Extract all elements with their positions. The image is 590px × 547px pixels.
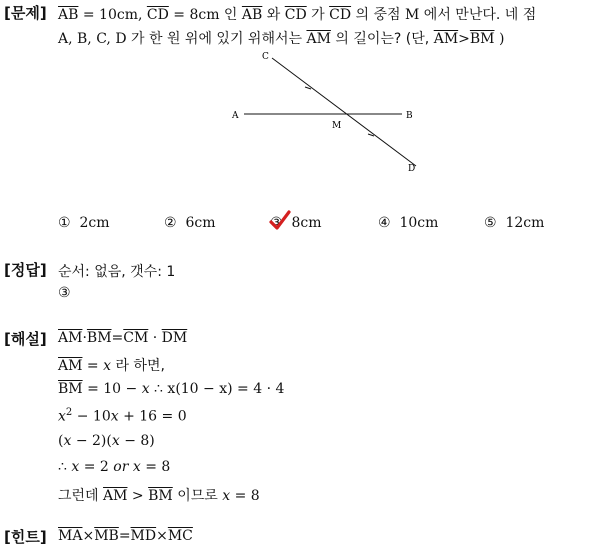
explanation-line-1: $\overline{AM}\cdot\overline{BM}=\overline{CM} \cdot \overline{DM}$ — [58, 330, 188, 346]
hint-line-1: $\overline{MA}\times\overline{MB}=\overline{MD}\times\overline{MC}$ — [58, 528, 193, 544]
answer-line-1: 순서: 없음, 갯수: 1 — [58, 264, 176, 280]
explanation-line-5: (x − 2)(x − 8) — [58, 433, 155, 449]
choice-4[interactable] — [378, 215, 438, 231]
explanation-line-7: 그런데 $\overline{AM} > \overline{BM}$ 이므로 x = 8 — [58, 488, 260, 504]
geometry-figure — [228, 50, 428, 176]
choice-2-number: ② — [164, 215, 177, 231]
answer-line-2: ③ — [58, 285, 71, 301]
choice-4-value: 10cm — [399, 215, 439, 231]
label-d: D — [408, 164, 416, 174]
choice-5-number: ⑤ — [484, 215, 497, 231]
problem-label: [문제] — [4, 4, 47, 22]
choice-1-value: 2cm — [79, 215, 110, 231]
explanation-line-4: $x^2 - 10x + 16 = 0$ — [58, 407, 187, 425]
explanation-line-2: $\overline{AM} = x$ 라 하면, — [58, 358, 165, 374]
label-c: C — [262, 52, 269, 62]
tick-mark-cm — [305, 87, 311, 89]
checkmark-icon — [268, 209, 292, 233]
label-a: A — [232, 111, 239, 121]
explanation-label: [해설] — [4, 330, 47, 348]
choice-1[interactable] — [58, 215, 110, 231]
choice-3[interactable] — [270, 215, 322, 231]
answer-label: [정답] — [4, 261, 47, 279]
hint-label: [힌트] — [4, 528, 47, 546]
label-b: B — [406, 111, 413, 121]
choice-3-value: 8cm — [291, 215, 322, 231]
explanation-line-3: $\overline{BM} = 10 - x$ ∴ x(10 − x) = 4 · 4 — [58, 381, 285, 397]
label-m: M — [332, 121, 342, 131]
choice-3-number: ③ — [270, 215, 283, 231]
choice-2-value: 6cm — [185, 215, 216, 231]
choice-5-value: 12cm — [505, 215, 545, 231]
explanation-line-6: ∴ x = 2 or x = 8 — [58, 459, 171, 475]
segment-cd — [272, 58, 416, 166]
choice-2[interactable] — [164, 215, 216, 231]
choice-4-number: ④ — [378, 215, 391, 231]
choice-5[interactable] — [484, 215, 544, 231]
problem-line-1: $\overline{AB} = 10cm$, $\overline{CD} = 8cm$ 인 $\overline{AB}$ 와 $\overline{CD}$ 가 $\overline{CD}$ 의 중점 M 에서 만난다. 네 점 — [58, 7, 537, 23]
choice-1-number: ① — [58, 215, 71, 231]
problem-line-2: A, B, C, D 가 한 원 위에 있기 위해서는 $\overline{AM}$ 의 길이는? (단, $\overline{AM}>\overline{BM}$ ) — [58, 31, 505, 47]
